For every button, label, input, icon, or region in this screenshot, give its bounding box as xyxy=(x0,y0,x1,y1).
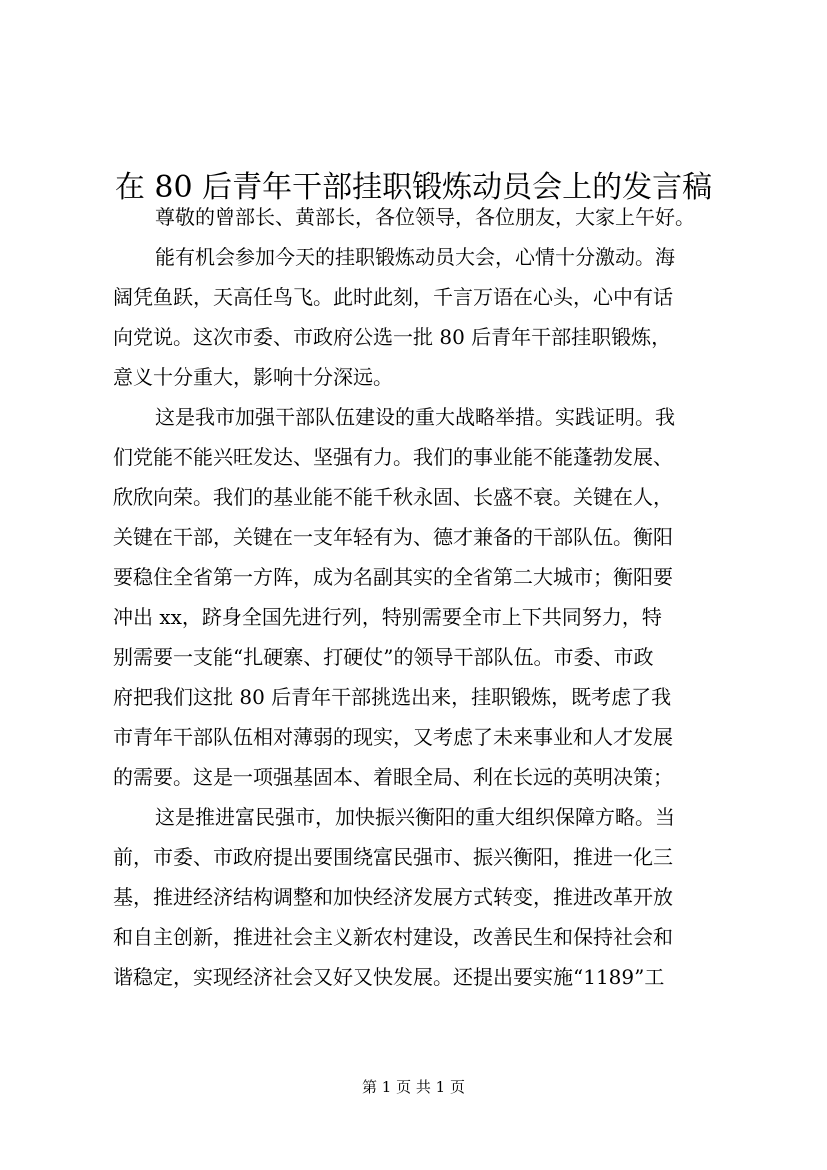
text-line: 府把我们这批 80 后青年干部挑选出来，挂职锻炼，既考虑了我 xyxy=(113,685,672,709)
text-line: 谐稳定，实现经济社会又好又快发展。还提出要实施“1189”工 xyxy=(113,965,665,989)
text-line: 冲出 xx，跻身全国先进行列，特别需要全市上下共同努力，特 xyxy=(113,605,662,629)
text-line: 尊敬的曾部长、黄部长，各位领导，各位朋友，大家上午好。 xyxy=(155,205,695,229)
text-line: 的需要。这是一项强基固本、着眼全局、利在长远的英明决策； xyxy=(113,765,673,789)
text-line: 市青年干部队伍相对薄弱的现实，又考虑了未来事业和人才发展 xyxy=(113,725,673,749)
text-line: 能有机会参加今天的挂职锻炼动员大会，心情十分激动。海 xyxy=(155,245,675,269)
text-line: 和自主创新，推进社会主义新农村建设，改善民生和保持社会和 xyxy=(113,925,673,949)
text-line: 意义十分重大，影响十分深远。 xyxy=(113,365,393,389)
text-line: 阔凭鱼跃，天高任鸟飞。此时此刻，千言万语在心头，心中有话 xyxy=(113,285,673,309)
text-line: 欣欣向荣。我们的基业能不能千秋永固、长盛不衰。关键在人， xyxy=(113,485,673,509)
text-line: 基，推进经济结构调整和加快经济发展方式转变，推进改革开放 xyxy=(113,885,673,909)
text-line: 前，市委、市政府提出要围绕富民强市、振兴衡阳，推进一化三 xyxy=(113,845,673,869)
text-line: 关键在干部，关键在一支年轻有为、德才兼备的干部队伍。衡阳 xyxy=(113,525,673,549)
text-line: 们党能不能兴旺发达、坚强有力。我们的事业能不能蓬勃发展、 xyxy=(113,445,673,469)
page-footer: 第 1 页 共 1 页 xyxy=(362,1078,465,1096)
text-line: 向党说。这次市委、市政府公选一批 80 后青年干部挂职锻炼， xyxy=(113,325,672,349)
document-title: 在 80 后青年干部挂职锻炼动员会上的发言稿 xyxy=(114,170,713,206)
document-body xyxy=(113,197,728,997)
text-line: 这是推进富民强市，加快振兴衡阳的重大组织保障方略。当 xyxy=(155,805,675,829)
text-line: 这是我市加强干部队伍建设的重大战略举措。实践证明。我 xyxy=(155,405,675,429)
text-line: 要稳住全省第一方阵，成为名副其实的全省第二大城市；衡阳要 xyxy=(113,565,673,589)
text-line: 别需要一支能“扎硬寨、打硬仗”的领导干部队伍。市委、市政 xyxy=(113,645,654,669)
